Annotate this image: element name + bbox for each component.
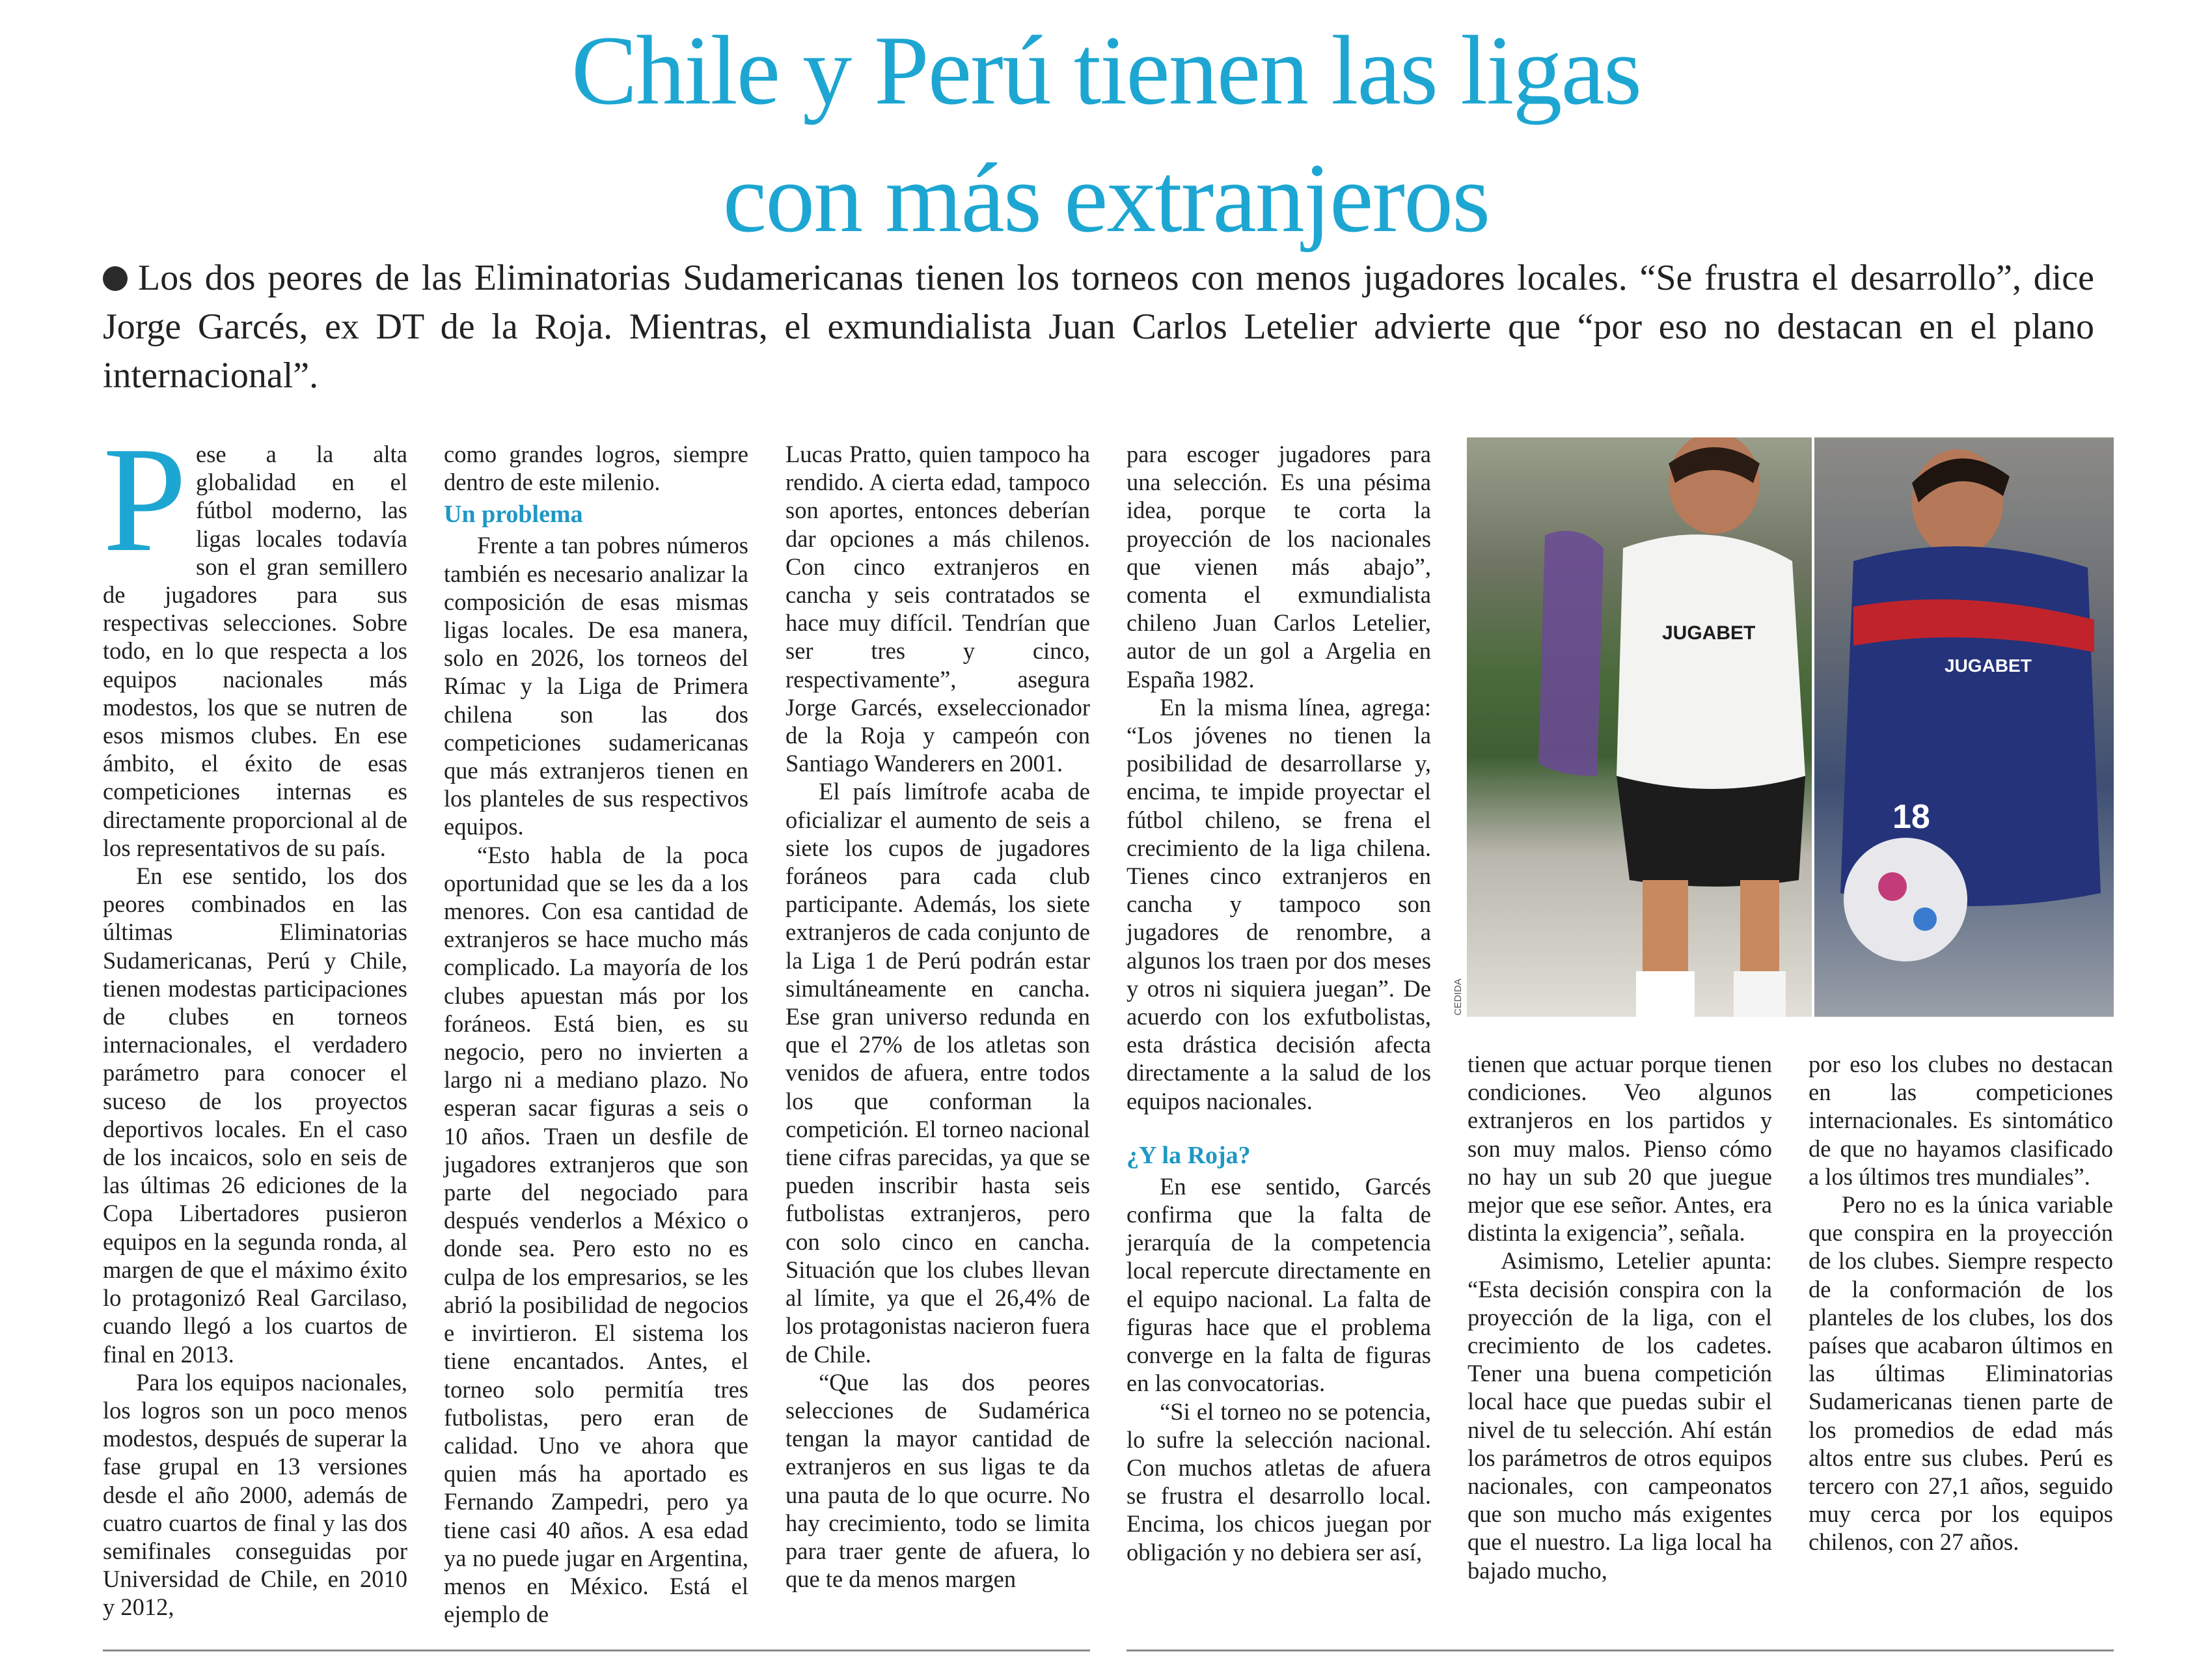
article-column-1 bbox=[103, 416, 407, 1622]
article-column-2 bbox=[444, 440, 748, 1628]
player-left-illustration bbox=[1467, 437, 1812, 1017]
shirt-number: 18 bbox=[1892, 798, 1930, 836]
article-column-4 bbox=[1126, 440, 1431, 1566]
paragraph: por eso los clubes no destacan en las competiciones internacionales. Es sintomático de que no hayamos clasificado a los últimos tres mundiales”. bbox=[1809, 1051, 2113, 1190]
subheading: Un problema bbox=[444, 501, 583, 529]
shirt-sponsor-left: JUGABET bbox=[1662, 622, 1756, 644]
article-column-5 bbox=[1468, 1050, 1772, 1584]
bottom-rule-left bbox=[103, 1649, 1090, 1651]
paragraph: como grandes logros, siempre dentro de este milenio. bbox=[444, 441, 748, 496]
paragraph: El país limítrofe acaba de oficializar el aumento de seis a siete los cupos de jugadores foráneos para cada club participante. Además, los siete extranjeros de cada conjunto de la Liga 1 de Perú podrán estar simultáneamente en cancha. Ese gran universo redunda en que el 27% de los atletas son venidos de afuera, entre todos los que conforman la competición. El torneo nacional tiene cifras parecidas, ya que se pueden inscribir hasta seis futbolistas extranjeros, pero con solo cinco en cancha. Situación que los clubes llevan al límite, ya que el 26,4% de los protagonistas nacieron fuera de Chile. bbox=[785, 778, 1090, 1368]
paragraph: Pero no es la única variable que conspira en la proyección de los clubes. Siempre respecto de la conformación de los planteles de los clubes, los dos países que acabaron últimos en las últimas Eliminatorias Sudamericanas tienen parte de los promedios de edad más altos entre sus clubes. Perú es tercero con 27,1 años, seguido muy cerca por los equipos chilenos, con 27 años. bbox=[1809, 1191, 2113, 1556]
paragraph: Frente a tan pobres números también es necesario analizar la composición de esas mismas ligas locales. De esa manera, solo en 2026, los torneos del Rímac y la Liga de Primera chilena son las dos competiciones sudamericanas que más extranjeros tienen en los planteles de sus respectivos equipos. bbox=[444, 532, 748, 840]
paragraph: “Si el torneo no se potencia, lo sufre la selección nacional. Con muchos atletas de afuera se frustra el desarrollo local. Encima, los chicos juegan por obligación y no debiera ser así, bbox=[1126, 1398, 1431, 1566]
photo-credit: CEDIDA bbox=[1453, 978, 1464, 1015]
article-column-3 bbox=[785, 440, 1090, 1593]
player-photo-right bbox=[1814, 437, 2114, 1017]
paragraph: En la misma línea, agrega: “Los jóvenes no tienen la posibilidad de desarrollarse y, encima, te impide proyectar el fútbol chileno, se frena el crecimiento de la liga chilena. Tienes cinco extranjeros en cancha y tampoco son jugadores de renombre, a algunos los traen por dos meses y otros ni siquiera juegan”. De acuerdo con los exfutbolistas, esta drástica decisión afecta directamente a la salud de los equipos nacionales. bbox=[1126, 693, 1431, 1114]
shirt-sponsor-right: JUGABET bbox=[1945, 656, 2032, 676]
deck-text: Los dos peores de las Eliminatorias Sudamericanas tienen los torneos con menos jugadores locales. “Se frustra el desarrollo”, dice Jorge Garcés, ex DT de la Roja. Mientras, el exmundialista Juan Carlos Letelier advierte que “por eso no destacan en el plano internacional”. bbox=[103, 258, 2094, 396]
paragraph: En ese sentido, Garcés confirma que la falta de jerarquía de la competencia local repercute directamente en el equipo nacional. La falta de figuras hace que el problema converge en la falta de figuras en las convocatorias. bbox=[1126, 1172, 1431, 1397]
bottom-rule-right bbox=[1126, 1649, 2114, 1651]
paragraph: “Esto habla de la poca oportunidad que se les da a los menores. Con esa cantidad de extranjeros se hace mucho más complicado. La mayoría de los clubes apuestan más por los foráneos. Está bien, es su negocio, pero no invierten a largo ni a mediano plazo. No esperan sacar figuras a seis o 10 años. Traen un desfile de jugadores extranjeros que son parte del negociado para después venderlos a México o donde sea. Pero esto no es culpa de los empresarios, se les abrió la posibilidad de negocios e invirtieron. El sistema los tiene encantados. Antes, el torneo solo permitía tres futbolistas, pero eran de calidad. Uno ve ahora que quien más ha aportado es Fernando Zampedri, pero ya tiene casi 40 años. A esa edad ya no puede jugar en Argentina, menos en México. Está el ejemplo de bbox=[444, 841, 748, 1628]
paragraph: “Que las dos peores selecciones de Sudamérica tengan la mayor cantidad de extranjeros en sus ligas te da una pauta de lo que ocurre. No hay crecimiento, todo se limita para traer gente de afuera, lo que te da menos margen bbox=[785, 1368, 1090, 1593]
paragraph: En ese sentido, los dos peores combinados en las últimas Eliminatorias Sudamericanas, Perú y Chile, tienen modestas participaciones de clubes en torneos internacionales, el verdadero parámetro para conocer el suceso de los proyectos deportivos locales. En el caso de los incaicos, solo en seis de las últimas 26 ediciones de la Copa Libertadores pusieron equipos en la segunda ronda, al margen de que el máximo éxito lo protagonizó Real Garcilaso, cuando llegó a los cuartos de final en 2013. bbox=[103, 862, 407, 1368]
paragraph: Asimismo, Letelier apunta: “Esta decisión conspira con la proyección de la liga, con el crecimiento de los cadetes. Tener una buena competición local hace que puedas subir el nivel de tu selección. Ahí están los parámetros de otros equipos nacionales, con campeonatos que son mucho más exigentes que el nuestro. La liga local ha bajado mucho, bbox=[1468, 1247, 1772, 1584]
headline bbox=[0, 7, 2212, 262]
paragraph: Para los equipos nacionales, los logros son un poco menos modestos, después de superar la fase grupal en 13 versiones desde el año 2000, además de cuatro cuartos de final y las dos semifinales conseguidas por Universidad de Chile, en 2010 y 2012, bbox=[103, 1368, 407, 1621]
subheading: ¿Y la Roja? bbox=[1126, 1141, 1251, 1169]
bullet-icon bbox=[103, 266, 128, 291]
paragraph: ese a la alta globalidad en el fútbol moderno, las ligas locales todavía son el gran semillero de jugadores para sus respectivas selecciones. Sobre todo, en lo que respecta a los equipos nacionales más modestos, los que se nutren de esos mismos clubes. En ese ámbito, el éxito de esas competiciones internas es directamente proporcional al de los representativos de su país. bbox=[103, 441, 407, 861]
drop-cap: P bbox=[103, 416, 187, 583]
paragraph: tienen que actuar porque tienen condiciones. Veo algunos extranjeros en los partidos y son muy malos. Pienso cómo no hay un sub 20 que juegue mejor que ese señor. Antes, era distinta la exigencia”, señala. bbox=[1468, 1051, 1772, 1247]
deck bbox=[103, 254, 2094, 400]
headline-line-1: Chile y Perú tienen las ligas bbox=[571, 16, 1641, 125]
player-photo-left bbox=[1467, 437, 1812, 1017]
headline-line-2: con más extranjeros bbox=[722, 143, 1490, 253]
player-right-illustration bbox=[1814, 437, 2114, 1017]
paragraph: para escoger jugadores para una selección. Es una pésima idea, porque te corta la proyección de los nacionales que vienen más abajo”, comenta el exmundialista chileno Juan Carlos Letelier, autor de un gol a Argelia en España 1982. bbox=[1126, 441, 1431, 693]
paragraph: Lucas Pratto, quien tampoco ha rendido. A cierta edad, tampoco son aportes, entonces deberían dar opciones a más chilenos. Con cinco extranjeros en cancha y seis contratados se hace muy difícil. Tendrían que ser tres y cinco, respectivamente”, asegura Jorge Garcés, exseleccionador de la Roja y campeón con Santiago Wanderers en 2001. bbox=[785, 441, 1090, 777]
article-column-6 bbox=[1809, 1050, 2113, 1556]
